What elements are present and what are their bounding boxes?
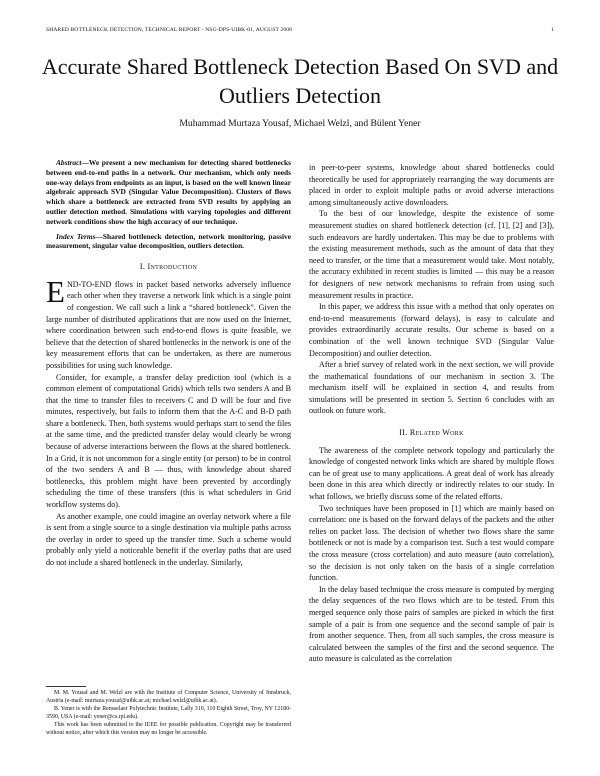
intro-paragraph-1: [46, 273, 291, 372]
right-paragraph-3: In this paper, we address this issue with a method that only operates on end-to-end measurements (forward delays), is easy to calculate and provides extraordinarily accurate results. Our scheme is based on a combination of the well known technique SVD (Singular Value Decomposition) and outlier detection.: [309, 302, 554, 358]
related-paragraph-1: The awareness of the complete network topology and particularly the knowledge of congested network links which are shared by multiple flows can be of great use to many applications. A great deal of work has already been done in this area which directly or indirectly relates to our study. In what follows, we briefly discuss some of the related efforts.: [309, 445, 554, 502]
index-terms-label: Index Terms: [56, 231, 96, 241]
footnote-copyright: This work has been submitted to the IEEE for possible publication. Copyright may be transferred without notice, after which this version may no longer be accessible.: [46, 722, 291, 736]
paper-title: Accurate Shared Bottleneck Detection Based On SVD and Outliers Detection: [41, 54, 559, 108]
related-paragraph-3: In the delay based technique the cross measure is computed by merging the delay sequences of the two flows which are to be tested. From this merged sequence only those pairs of samples are picked in which the first sample of a pair is from one sequence and the second sample of pair is from another sequence. Then, from all such samples, the cross measure is calculated between the samples of the first and the second sequence. The auto measure is calculated as the correlation: [309, 584, 554, 664]
right-paragraph-1: in peer-to-peer systems, knowledge about shared bottlenecks could theoretically be used for appropriately rearranging the way documents are placed in order to exploit multiple paths or avoid adverse interactions among simultaneously active downloaders.: [309, 163, 554, 207]
running-header: [46, 27, 554, 33]
footnote-affiliation-1: M. M. Yousaf and M. Welzl are with the Institute of Computer Science, University of Innsbruck, Austria (e-mail: murtaza.yousaf@uibk.ac.at; michael.welzl@uibk.ac.at).: [46, 690, 291, 704]
section-heading-introduction: I. Introduction: [139, 262, 198, 272]
abstract-label: Abstract: [56, 158, 82, 167]
footnotes: [46, 689, 291, 737]
left-column: [46, 158, 291, 569]
page-number: 1: [551, 27, 554, 33]
abstract-text: —We present a new mechanism for detecting shared bottlenecks between end-to-end paths in a network. Our mechanism, which only needs one-way delays from endpoints as an input, is based on the well known linear algebraic approach SVD (Singular Value Decomposition). Clusters of flows which share a bottleneck are extracted from SVD results by applying an outlier detection method. Simulations with varying topologies and different network conditions show the high accuracy of our technique.: [46, 158, 291, 226]
abstract: [46, 158, 291, 227]
intro-paragraph-2: Consider, for example, a transfer delay prediction tool (which is a common element of computational Grids) which tells two senders A and B that the time to transfer files to receivers C and D will be four and five minutes, respectively, but fails to inform them that the A-C and B-D path share a bottleneck. Then, both systems would perhaps start to send the files at the same time, and the predicted transfer delay would clearly be wrong because of adverse interactions between the flows at the shared bottleneck. In a Grid, it is not uncommon for a single entity (or person) to be in control of the two senders A and B — thus, with knowledge about shared bottlenecks, this problem might have been prevented by accordingly scheduling the time of these transfers (this is what schedulers in Grid workflow systems do).: [46, 372, 291, 510]
footnote-affiliation-2: B. Yener is with the Rensselaer Polytechnic Institute, Lally 310, 110 Eighth Street, Troy, NY 12180-3590, USA (e-mail: yener@cs.rpi.edu).: [46, 706, 291, 720]
intro-paragraph-1-text: flows in packet based networks adversely influence each other when they traverse a network link which is a single point of congestion. We call such a link a “shared bottleneck”. Given the large number of distributed applications that are now used on the Internet, where coordination between such end-to-end flows is quite feasible, we believe that the detection of shared bottlenecks in the network is one of the key measurement efforts that can be undertaken, as there are numerous possibilities for using such knowledge.: [46, 279, 291, 370]
section-heading-related-work: II. Related Work: [399, 428, 464, 438]
footnote-rule: [46, 686, 86, 687]
intro-lead-caps: ND-TO-END: [66, 279, 112, 289]
index-terms: [46, 232, 291, 252]
right-paragraph-4: After a brief survey of related work in the next section, we will provide the mathematical foundations of our mechanism in section 3. The mechanism itself will be explained in section 4, and results from simulations will be presented in section 5. Section 6 concludes with an outlook on future work.: [309, 360, 554, 416]
right-paragraph-2: To the best of our knowledge, despite the existence of some measurement studies on shared bottleneck detection (cf. [1], [2] and [3]), such endeavors are hardly undertaken. This may be due to problems with the existing measurement methods, such as the amount of data that they need to transfer, or the time that a measurement would take. Most notably, the accuracy exhibited in recent studies is limited — this may be a reason for designers of new network mechanisms to refrain from using such measurement results in practice.: [309, 209, 554, 300]
index-terms-text: —Shared bottleneck detection, network monitoring, passive measurement, singular value decomposition, outliers detection.: [46, 231, 291, 251]
paper-authors: Muhammad Murtaza Yousaf, Michael Welzl, and Bülent Yener: [179, 118, 421, 129]
intro-paragraph-3: As another example, one could imagine an overlay network where a file is sent from a single source to a single destination via multiple paths across the overlay in order to speed up the transfer time. Such a scheme would probably only yield a noticeable benefit if the overlay paths that are used do not include a shared bottleneck in the underlay. Similarly,: [46, 511, 291, 568]
running-title: SHARED BOTTLENECK DETECTION, TECHNICAL REPORT - NSG-DPS-UIBK-01, AUGUST 2008: [46, 27, 293, 33]
drop-cap: E: [46, 273, 65, 309]
related-paragraph-2: Two techniques have been proposed in [1] which are mainly based on correlation: one is based on the forward delays of the packets and the other relies on packet loss. The decision of whether two flows share the same bottleneck or not is made by a comparison test. Such a test would compare the cross measure (cross correlation) and auto measure (auto correlation), so the decision is not only taken on the basis of a single correlation function.: [309, 503, 554, 583]
right-column: [309, 162, 554, 665]
